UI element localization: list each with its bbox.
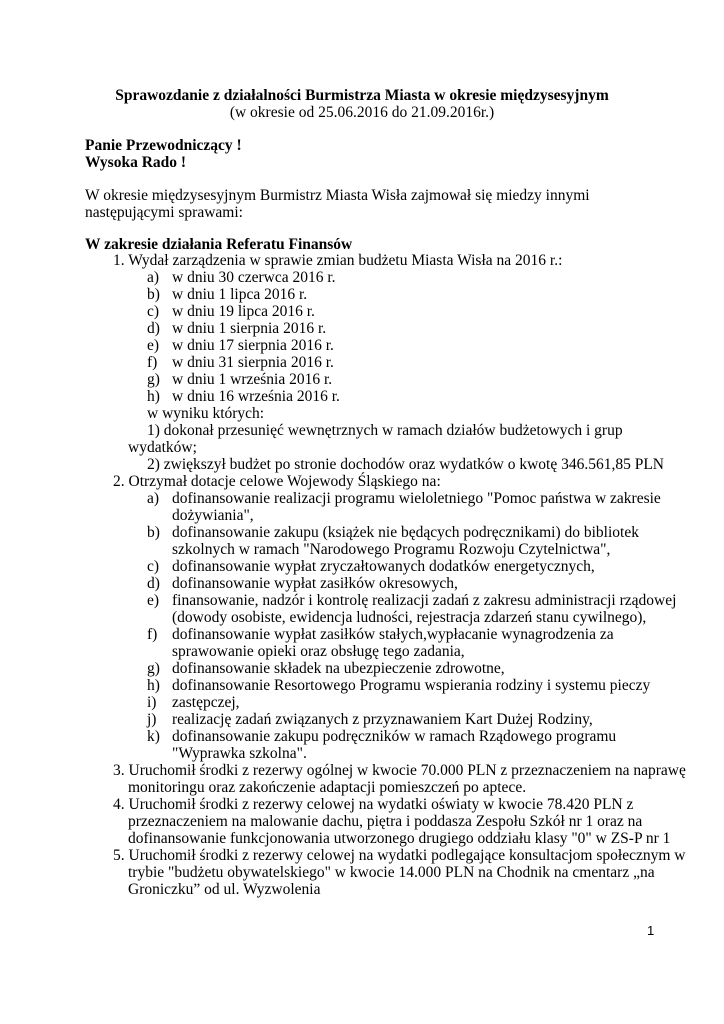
- list-label: c): [147, 303, 160, 320]
- list-text: "Wyprawka szkolna".: [172, 745, 307, 762]
- list-label: d): [147, 575, 160, 592]
- item-5-continued: trybie "budżetu obywatelskiego" w kwocie 14.000 PLN na Chodnik na cmentarz „na: [128, 864, 655, 881]
- list-label: i): [147, 694, 157, 711]
- list-label: a): [147, 490, 160, 507]
- list-text: w dniu 1 lipca 2016 r.: [172, 286, 308, 303]
- greeting-council: Wysoka Rado !: [85, 154, 187, 171]
- list-text: dofinansowanie wypłat zasiłków okresowych,: [172, 575, 458, 592]
- list-text: sprawowanie opieki oraz obsługę tego zadania,: [172, 643, 465, 660]
- list-text: w dniu 31 sierpnia 2016 r.: [172, 354, 334, 371]
- list-label: e): [147, 337, 160, 354]
- list-text: dofinansowanie realizacji programu wieloletniego "Pomoc państwa w zakresie: [172, 490, 661, 507]
- list-text: realizację zadań związanych z przyznawaniem Kart Dużej Rodziny,: [172, 711, 593, 728]
- list-text: zastępczej,: [172, 694, 240, 711]
- list-label: e): [147, 592, 160, 609]
- list-text: w dniu 1 sierpnia 2016 r.: [172, 320, 327, 337]
- item-2-heading: 2. Otrzymał dotacje celowe Wojewody Śląskiego na:: [113, 473, 441, 490]
- list-label: f): [147, 626, 158, 643]
- list-label: b): [147, 524, 160, 541]
- list-text: dofinansowanie składek na ubezpieczenie zdrowotne,: [172, 660, 505, 677]
- list-text: dożywiania",: [172, 507, 254, 524]
- list-text: w dniu 19 lipca 2016 r.: [172, 303, 315, 320]
- result-2: 2) zwiększył budżet po stronie dochodów oraz wydatków o kwotę 346.561,85 PLN: [147, 456, 664, 473]
- list-text: dofinansowanie wypłat zryczałtowanych dodatków energetycznych,: [172, 558, 595, 575]
- list-label: f): [147, 354, 158, 371]
- list-label: c): [147, 558, 160, 575]
- list-label: g): [147, 371, 160, 388]
- list-text: szkolnych w ramach "Narodowego Programu Rozwoju Czytelnictwa",: [172, 541, 611, 558]
- list-text: dofinansowanie wypłat zasiłków stałych,wypłacanie wynagrodzenia za: [172, 626, 614, 643]
- section-heading: W zakresie działania Referatu Finansów: [85, 236, 353, 253]
- list-label: g): [147, 660, 160, 677]
- list-label: a): [147, 269, 160, 286]
- list-text: dofinansowanie zakupu podręczników w ramach Rządowego programu: [172, 728, 617, 745]
- list-label: h): [147, 677, 160, 694]
- item-1-heading: 1. Wydał zarządzenia w sprawie zmian budżetu Miasta Wisła na 2016 r.:: [113, 252, 563, 269]
- list-text: w dniu 17 sierpnia 2016 r.: [172, 337, 334, 354]
- report-title: Sprawozdanie z działalności Burmistrza Miasta w okresie międzysesyjnym: [115, 87, 609, 104]
- list-text: dofinansowanie Resortowego Programu wspierania rodziny i systemu pieczy: [172, 677, 651, 694]
- list-text: w dniu 30 czerwca 2016 r.: [172, 269, 336, 286]
- list-label: j): [147, 711, 157, 728]
- list-label: b): [147, 286, 160, 303]
- greeting-chairman: Panie Przewodniczący !: [85, 137, 242, 154]
- list-text: dofinansowanie zakupu (książek nie będących podręcznikami) do bibliotek: [172, 524, 639, 541]
- list-label: k): [147, 728, 160, 745]
- list-text: finansowanie, nadzór i kontrolę realizacji zadań z zakresu administracji rządowej: [172, 592, 677, 609]
- result-1-continued: wydatków;: [128, 439, 197, 456]
- list-label: h): [147, 388, 160, 405]
- item-3-continued: monitoringu oraz zakończenie adaptacji pomieszczeń po aptece.: [128, 779, 527, 796]
- list-label: d): [147, 320, 160, 337]
- report-period: (w okresie od 25.06.2016 do 21.09.2016r.): [229, 104, 495, 121]
- list-text: w dniu 1 września 2016 r.: [172, 371, 333, 388]
- list-text: w dniu 16 września 2016 r.: [172, 388, 340, 405]
- item-4-continued: przeznaczeniem na malowanie dachu, piętra i poddasza Zespołu Szkół nr 1 oraz na: [128, 813, 643, 830]
- item-5: 5. Uruchomił środki z rezerwy celowej na wydatki podlegające konsultacjom społecznym w: [113, 847, 686, 864]
- list-text: (dowody osobiste, ewidencja ludności, rejestracja zdarzeń stanu cywilnego),: [172, 609, 647, 626]
- item-5-continued: Groniczku” od ul. Wyzwolenia: [128, 881, 321, 898]
- item-4-continued: dofinansowanie funkcjonowania utworzonego drugiego oddziału klasy "0" w ZS-P nr 1: [128, 830, 671, 847]
- intro-paragraph: W okresie międzysesyjnym Burmistrz Miasta Wisła zajmował się miedzy innymi następującymi sprawami:: [85, 187, 590, 221]
- item-4: 4. Uruchomił środki z rezerwy celowej na wydatki oświaty w kwocie 78.420 PLN z: [113, 796, 634, 813]
- result-intro: w wyniku których:: [147, 405, 265, 422]
- item-3: 3. Uruchomił środki z rezerwy ogólnej w kwocie 70.000 PLN z przeznaczeniem na naprawę: [113, 762, 686, 779]
- result-1: 1) dokonał przesunięć wewnętrznych w ramach działów budżetowych i grup: [147, 422, 623, 439]
- page-number: 1: [647, 923, 655, 938]
